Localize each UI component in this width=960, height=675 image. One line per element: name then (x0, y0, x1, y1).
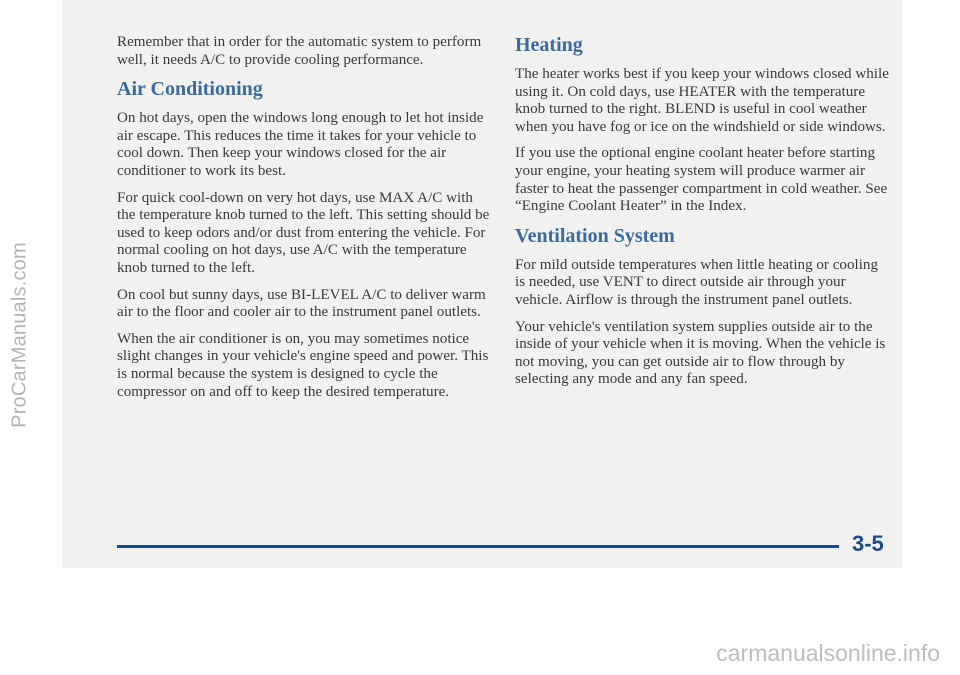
ventilation-paragraph: For mild outside temperatures when little heating or cooling is needed, use VENT to direct outside air through your vehicle. Airflow is through the instrument panel outlets. (515, 256, 879, 308)
left-column (117, 34, 492, 410)
side-watermark-text: ProCarManuals.com (8, 242, 31, 428)
ac-paragraph: On cool but sunny days, use BI-LEVEL A/C to deliver warm air to the floor and cooler air to the instrument panel outlets. (117, 286, 486, 321)
ventilation-paragraph: Your vehicle's ventilation system supplies outside air to the inside of your vehicle when it is moving. When the vehicle is not moving, you can get outside air to flow through by selecting any mode and any fan speed. (515, 318, 886, 388)
footer-rule (117, 545, 839, 548)
heating-paragraph: The heater works best if you keep your windows closed while using it. On cold days, use HEATER with the temperature knob turned to the right. BLEND is useful in cool weather when you have fog or ice on the windshield or side windows. (515, 66, 889, 135)
ac-paragraph: On hot days, open the windows long enough to let hot inside air escape. This reduces the time it takes for your vehicle to cool down. Then keep your windows closed for the air conditioner to work its best. (117, 110, 484, 179)
site-watermark: carmanualsonline.info (716, 640, 940, 666)
ventilation-heading: Ventilation System (515, 224, 675, 247)
side-watermark (0, 0, 40, 675)
right-column (515, 34, 890, 398)
intro-paragraph: Remember that in order for the automatic system to perform well, it needs A/C to provide cooling performance. (117, 34, 482, 68)
air-conditioning-heading: Air Conditioning (117, 78, 263, 101)
heating-heading: Heating (515, 34, 583, 56)
ac-paragraph: For quick cool-down on very hot days, use MAX A/C with the temperature knob turned to the left. This setting should be used to keep odors and/or dust from entering the vehicle. For normal cooling on hot days, use A/C with the temperature knob turned to the left. (117, 189, 490, 276)
ac-paragraph: When the air conditioner is on, you may sometimes notice slight changes in your vehicle's engine speed and power. This is normal because the system is designed to cycle the compressor on and off to keep the desired temperature. (117, 330, 489, 400)
heating-paragraph: If you use the optional engine coolant heater before starting your engine, your heating system will produce warmer air faster to heat the passenger compartment in cold weather. See “Engine Coolant Heater” in the Index. (515, 145, 888, 215)
page-number: 3-5 (852, 531, 884, 556)
